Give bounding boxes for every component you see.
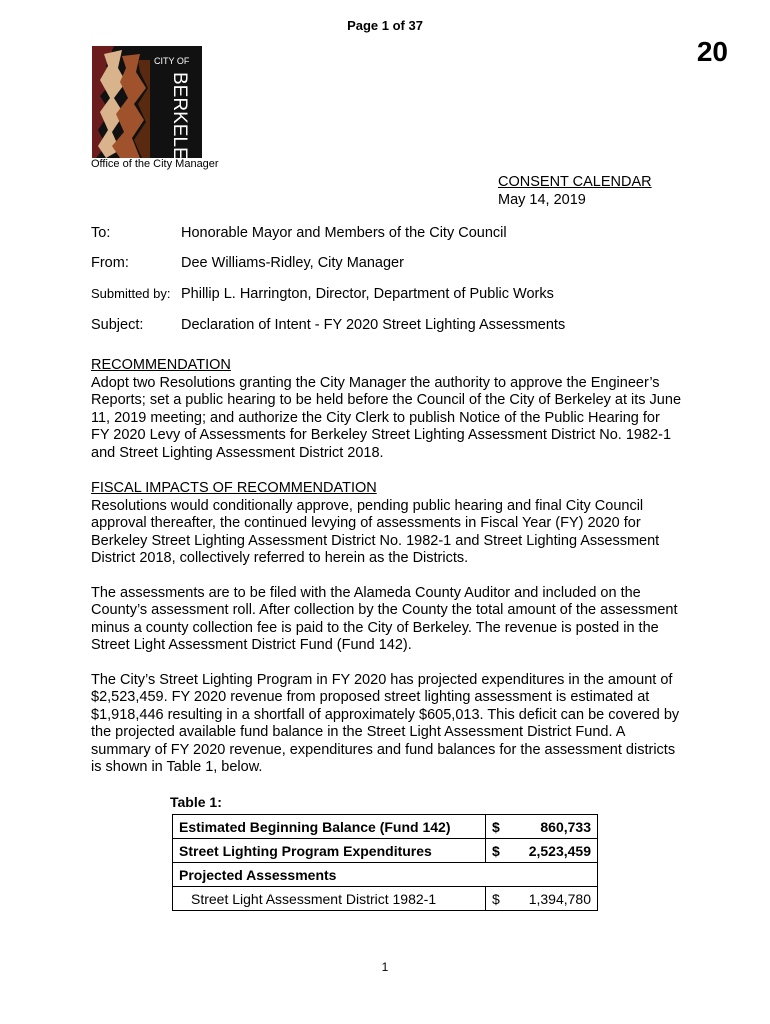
logo-city-of: CITY OF: [154, 56, 190, 66]
dollar-sign: $: [492, 818, 500, 835]
memo-subject: [91, 317, 565, 333]
memo-from: [91, 255, 404, 271]
table-cell-amount: [486, 839, 598, 863]
amount-value: 860,733: [540, 818, 591, 835]
city-logo: [92, 46, 202, 158]
to-label: To:: [91, 225, 111, 241]
dollar-sign: $: [492, 842, 500, 859]
fiscal-paragraph-1: Resolutions would conditionally approve, pending public hearing and final City Council approval thereafter, the continued levying of assessments in Fiscal Year (FY) 2020 for Berkeley Street Lighting Assessment District No. 1982-1 and Street Lighting Assessment District 2018, collectively referred to herein as the Districts.: [91, 497, 660, 566]
fiscal-section: [91, 480, 681, 777]
from-value: Dee Williams-Ridley, City Manager: [181, 255, 404, 271]
subject-label: Subject:: [91, 317, 144, 333]
memo-to: [91, 225, 507, 241]
table-label: Table 1:: [170, 794, 222, 810]
fiscal-title: FISCAL IMPACTS OF RECOMMENDATION: [91, 480, 377, 496]
amount-value: 2,523,459: [528, 842, 591, 859]
page-number: 1: [381, 960, 389, 974]
logo-berkeley: BERKELEY: [169, 72, 190, 158]
recommendation-body: Adopt two Resolutions granting the City Manager the authority to approve the Engineer’s Reports; set a public hearing to be held before the Council of the City of Berkeley at its June 11, 2019 meeting; and authorize the City Clerk to publish Notice of the Public Hearing for FY 2020 Levy of Assessments for Berkeley Street Lighting Assessment District No. 1982-1 and Street Lighting Assessment District 2018.: [91, 374, 682, 461]
from-label: From:: [91, 255, 129, 271]
table-cell-label: Estimated Beginning Balance (Fund 142): [173, 815, 486, 839]
to-value: Honorable Mayor and Members of the City Council: [181, 225, 507, 241]
table-cell-label: Street Light Assessment District 1982-1: [173, 887, 486, 911]
table-cell-amount: [486, 815, 598, 839]
table-cell-label: Street Lighting Program Expenditures: [173, 839, 486, 863]
table-row: [173, 887, 598, 911]
table-row: [173, 839, 598, 863]
page-header: Page 1 of 37: [347, 18, 423, 33]
fiscal-paragraph-3: The City’s Street Lighting Program in FY 2020 has projected expenditures in the amount of $2,523,459. FY 2020 revenue from proposed street lighting assessment is estimated at $1,918,446 resulting in a shortfall of approximately $605,013. This deficit can be covered by the projected available fund balance in the Street Light Assessment District Fund. A summary of FY 2020 revenue, expenditures and fund balances for the assessment districts is shown in Table 1, below.: [91, 671, 680, 775]
dollar-sign: $: [492, 890, 500, 907]
table-1: [172, 814, 598, 911]
recommendation-section: [91, 357, 681, 462]
amount-value: 1,394,780: [528, 890, 591, 907]
memo-submitted: [91, 286, 554, 302]
item-number: 20: [696, 36, 728, 67]
consent-block: [498, 173, 652, 209]
consent-title: CONSENT CALENDAR: [498, 174, 652, 190]
table-row: [173, 815, 598, 839]
consent-date: May 14, 2019: [498, 192, 586, 208]
submitted-value: Phillip L. Harrington, Director, Department of Public Works: [181, 286, 554, 302]
recommendation-title: RECOMMENDATION: [91, 357, 231, 373]
table-cell-amount: [486, 887, 598, 911]
submitted-label: Submitted by:: [91, 286, 171, 301]
fiscal-paragraph-2: The assessments are to be filed with the Alameda County Auditor and included on the County’s assessment roll. After collection by the County the total amount of the assessment minus a county collection fee is paid to the City of Berkeley. The revenue is posted in the Street Light Assessment District Fund (Fund 142).: [91, 584, 678, 653]
table-row: [173, 863, 598, 887]
office-name: Office of the City Manager: [91, 158, 219, 170]
subject-value: Declaration of Intent - FY 2020 Street Lighting Assessments: [181, 317, 566, 333]
table-cell-label: Projected Assessments: [173, 863, 598, 887]
